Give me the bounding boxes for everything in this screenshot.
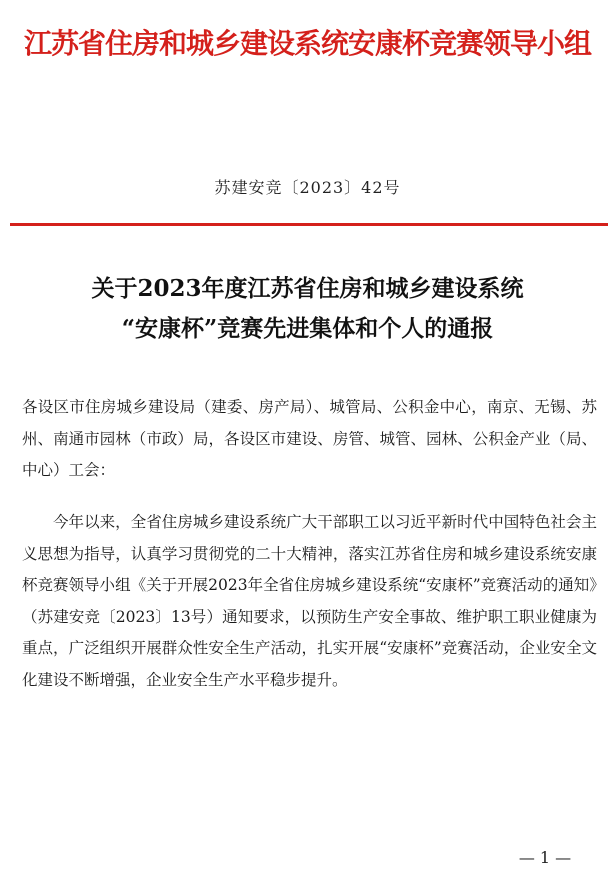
document-number: 苏建安竞〔2023〕42号 bbox=[214, 178, 401, 197]
page-number: — 1 — bbox=[518, 848, 572, 867]
document-title-line-2: “安康杯”竞赛先进集体和个人的通报 bbox=[121, 315, 494, 342]
document-title-line-1: 关于2023年度江苏省住房和城乡建设系统 bbox=[91, 275, 524, 302]
body-paragraph-1: 今年以来，全省住房城乡建设系统广大干部职工以习近平新时代中国特色社会主义思想为指导，认真学习贯彻党的二十大精神，落实江苏省住房和城乡建设系统安康杯竞赛领导小组《关于开展2023年全省住房城乡建设系统“安康杯”竞赛活动的通知》（苏建安竞〔2023〕13号）通知要求，以预防生产安全事故、维护职工职业健康为重点，广泛组织开展群众性安全生产活动，扎实开展“安康杯”竞赛活动，企业安全文化建设不断增强，企业安全生产水平稳步提升。 bbox=[22, 513, 597, 689]
red-divider-line bbox=[10, 223, 608, 226]
issuer-header: 江苏省住房和城乡建设系统安康杯竞赛领导小组 bbox=[23, 27, 591, 60]
addressee-paragraph: 各设区市住房城乡建设局（建委、房产局）、城管局、公积金中心，南京、无锡、苏州、南通市园林（市政）局，各设区市建设、房管、城管、园林、公积金产业（局、中心）工会： bbox=[22, 398, 597, 479]
